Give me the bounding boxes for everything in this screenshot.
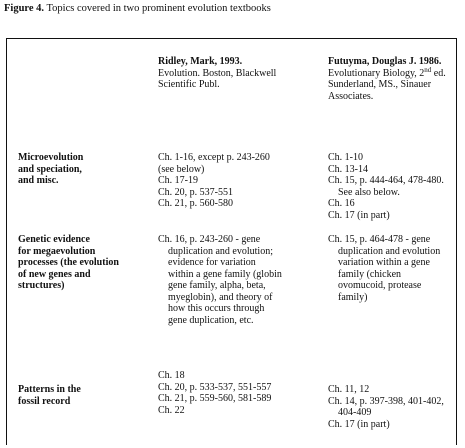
figure-label: Figure 4.	[4, 3, 45, 14]
ridley-source-line: Evolution. Boston, Blackwell	[158, 67, 277, 79]
figure-caption	[4, 2, 271, 15]
ridley-source-line: Scientific Publ.	[158, 79, 220, 90]
topic-microevolution: Microevolution and speciation, and misc.	[18, 152, 84, 186]
futuyma-genetic-evidence-chapters: Ch. 15, p. 464-478 - gene duplication and evolution variation within a gene family (chicken ovomucoid, protease family)	[328, 234, 441, 303]
futuyma-fossil-chapters: Ch. 11, 12 Ch. 14, p. 397-398, 401-402, 404-409 Ch. 17 (in part)	[328, 384, 444, 430]
figure-title: Topics covered in two prominent evolution textbooks	[46, 3, 271, 14]
ridley-fossil-chapters: Ch. 18 Ch. 20, p. 533-537, 551-557 Ch. 21, p. 559-560, 581-589 Ch. 22	[158, 370, 272, 416]
ridley-microevolution-chapters: Ch. 1-16, except p. 243-260 (see below) Ch. 17-19 Ch. 20, p. 537-551 Ch. 21, p. 560-580	[158, 152, 270, 209]
ridley-header	[158, 56, 276, 91]
topic-fossil-record: Patterns in the fossil record	[18, 384, 81, 407]
ridley-genetic-evidence-chapters: Ch. 16, p. 243-260 - gene duplication and evolution; evidence for variation within a gene family (globin gene family, alpha, beta, myeglobin), and theory of how this occurs through gene duplication, etc.	[158, 234, 282, 326]
futuyma-source-line: Sunderland, MS., Sinauer	[328, 79, 432, 90]
futuyma-microevolution-chapters: Ch. 1-10 Ch. 13-14 Ch. 15, p. 444-464, 478-480. See also below. Ch. 16 Ch. 17 (in part)	[328, 152, 444, 221]
futuyma-source-line: Evolutionary Biology, 2nd ed.	[328, 65, 446, 79]
edition-superscript: nd	[424, 65, 432, 74]
topic-genetic-evidence: Genetic evidence for megaevolution processes (the evolution of new genes and structures)	[18, 234, 119, 291]
ridley-citation: Ridley, Mark, 1993.	[158, 56, 243, 67]
futuyma-header	[328, 56, 446, 102]
futuyma-source-line: Associates.	[328, 90, 374, 102]
futuyma-citation: Futuyma, Douglas J. 1986.	[328, 56, 442, 67]
